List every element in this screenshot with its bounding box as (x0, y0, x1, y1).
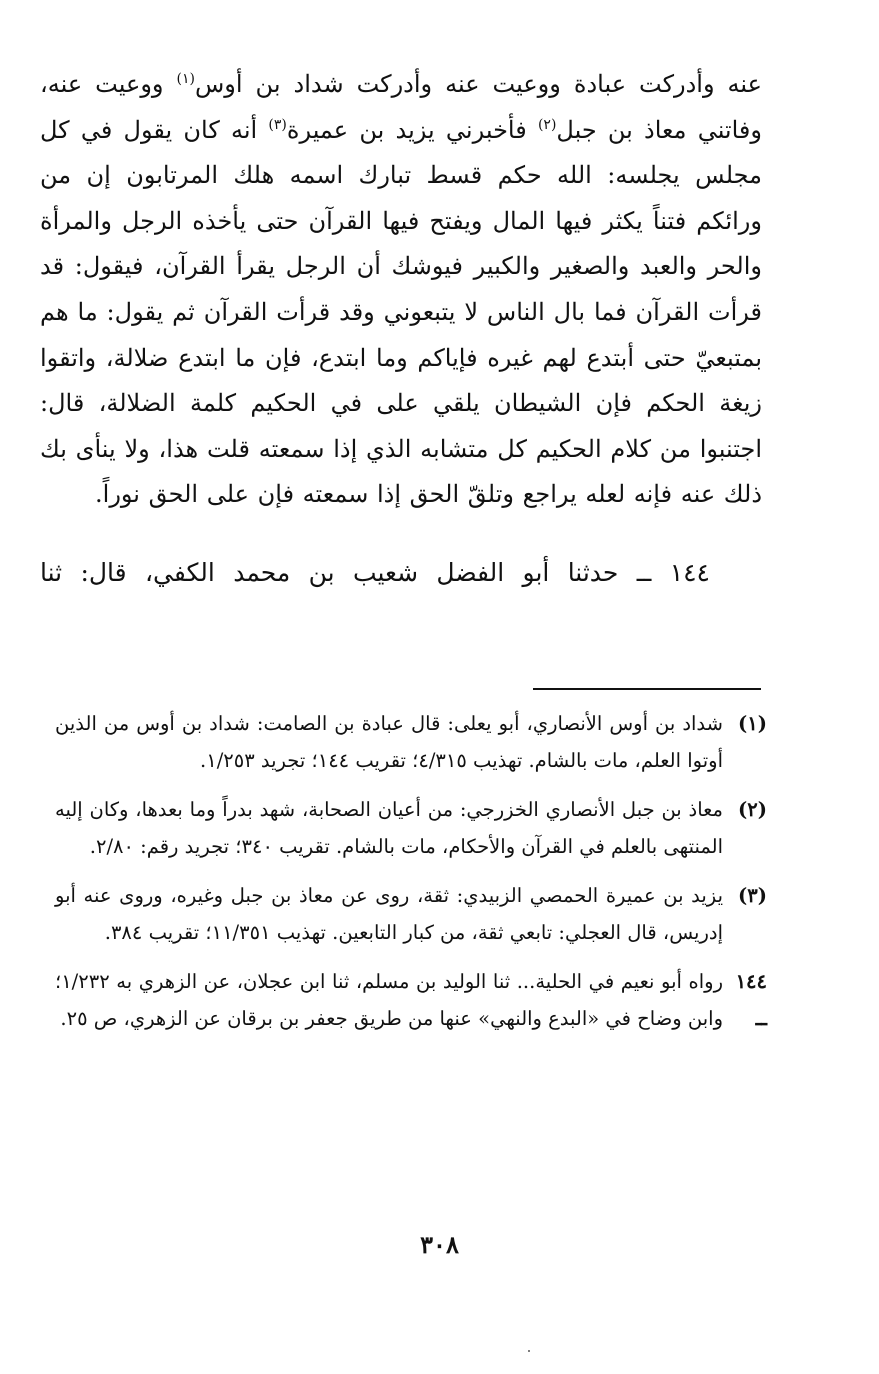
footnote-1 (55, 705, 767, 779)
page-number: ٣٠٨ (420, 1230, 459, 1259)
footnote-number: (١) (738, 712, 767, 735)
next-entry-line: ١٤٤ ــ حدثنا أبو الفضل شعيب بن محمد الكفي، قال: ثنا (40, 558, 710, 587)
footnote-number: (٣) (738, 884, 767, 907)
footnote-144 (55, 963, 767, 1037)
footnote-text: يزيد بن عميرة الحمصي الزبيدي: ثقة، روى عن معاذ بن جبل وغيره، وروى عنه أبو إدريس، قال العجلي: تابعي ثقة، من كبار التابعين. تهذيب ١١/٣٥١؛ تقريب ٣٨٤. (55, 884, 723, 944)
scan-speck (528, 1350, 530, 1352)
main-text-segment-1: عنه وأدركت عبادة ووعيت عنه وأدركت شداد بن أوس (194, 70, 762, 98)
main-paragraph (40, 62, 762, 518)
main-text-segment-4: أنه كان يقول في كل مجلس يجلسه: الله حكم قسط تبارك اسمه هلك المرتابون إن من ورائكم فتناً يكثر فيها المال ويفتح فيها القرآن حتى يأخذه الرجل والمرأة والحر والعبد والصغير والكبير فيوشك أن الرجل يقرأ القرآن، فيقول: قد قرأت القرآن فما بال الناس لا يتبعوني وقد قرأت القرآن ثم يقول: ما هم بمتبعيّ حتى أبتدع لهم غيره فإياكم وما ابتدع، فإن ما ابتدع ضلالة، واتقوا زيغة الحكم فإن الشيطان يلقي على في الحكيم كلمة الضلالة، قال: اجتنبوا من كلام الحكيم كل متشابه الذي إذا سمعته قلت هذا، ولا ينأى بك ذلك عنه فإنه لعله يراجع وتلقّ الحق إذا سمعته فإن على الحق نوراً. (40, 115, 762, 509)
footnote-separator (533, 688, 761, 690)
main-text-block (40, 62, 762, 518)
footnotes-section (55, 705, 767, 1049)
footnote-text: شداد بن أوس الأنصاري، أبو يعلى: قال عبادة بن الصامت: شداد بن أوس من الذين أوتوا العلم، مات بالشام. تهذيب ٤/٣١٥؛ تقريب ١٤٤؛ تجريد ١/٢٥٣. (55, 712, 723, 772)
footnote-2 (55, 791, 767, 865)
main-text-segment-2: ووعيت عنه، وفاتني معاذ بن جبل (40, 70, 762, 144)
footnote-text: رواه أبو نعيم في الحلية... ثنا الوليد بن مسلم، ثنا ابن عجلان، عن الزهري به ١/٢٣٢؛ وابن وضاح في «البدع والنهي» عنها من طريق جعفر بن برقان عن الزهري، ص ٢٥. (55, 970, 723, 1030)
main-text-segment-3: فأخبرني يزيد بن عميرة (286, 115, 538, 144)
footnote-text: معاذ بن جبل الأنصاري الخزرجي: من أعيان الصحابة، شهد بدراً وما بعدها، وكان إليه المنتهى بالعلم في القرآن والأحكام، مات بالشام. تقريب ٣٤٠؛ تجريد رقم: ٢/٨٠. (55, 798, 723, 858)
footnote-ref-3: (٣) (268, 116, 287, 133)
footnote-number: ١٤٤ ــ (735, 970, 767, 1030)
footnote-ref-1: (١) (176, 71, 195, 87)
footnote-ref-2: (٢) (537, 116, 557, 133)
footnote-number: (٢) (738, 798, 767, 821)
footnote-3 (55, 877, 767, 951)
